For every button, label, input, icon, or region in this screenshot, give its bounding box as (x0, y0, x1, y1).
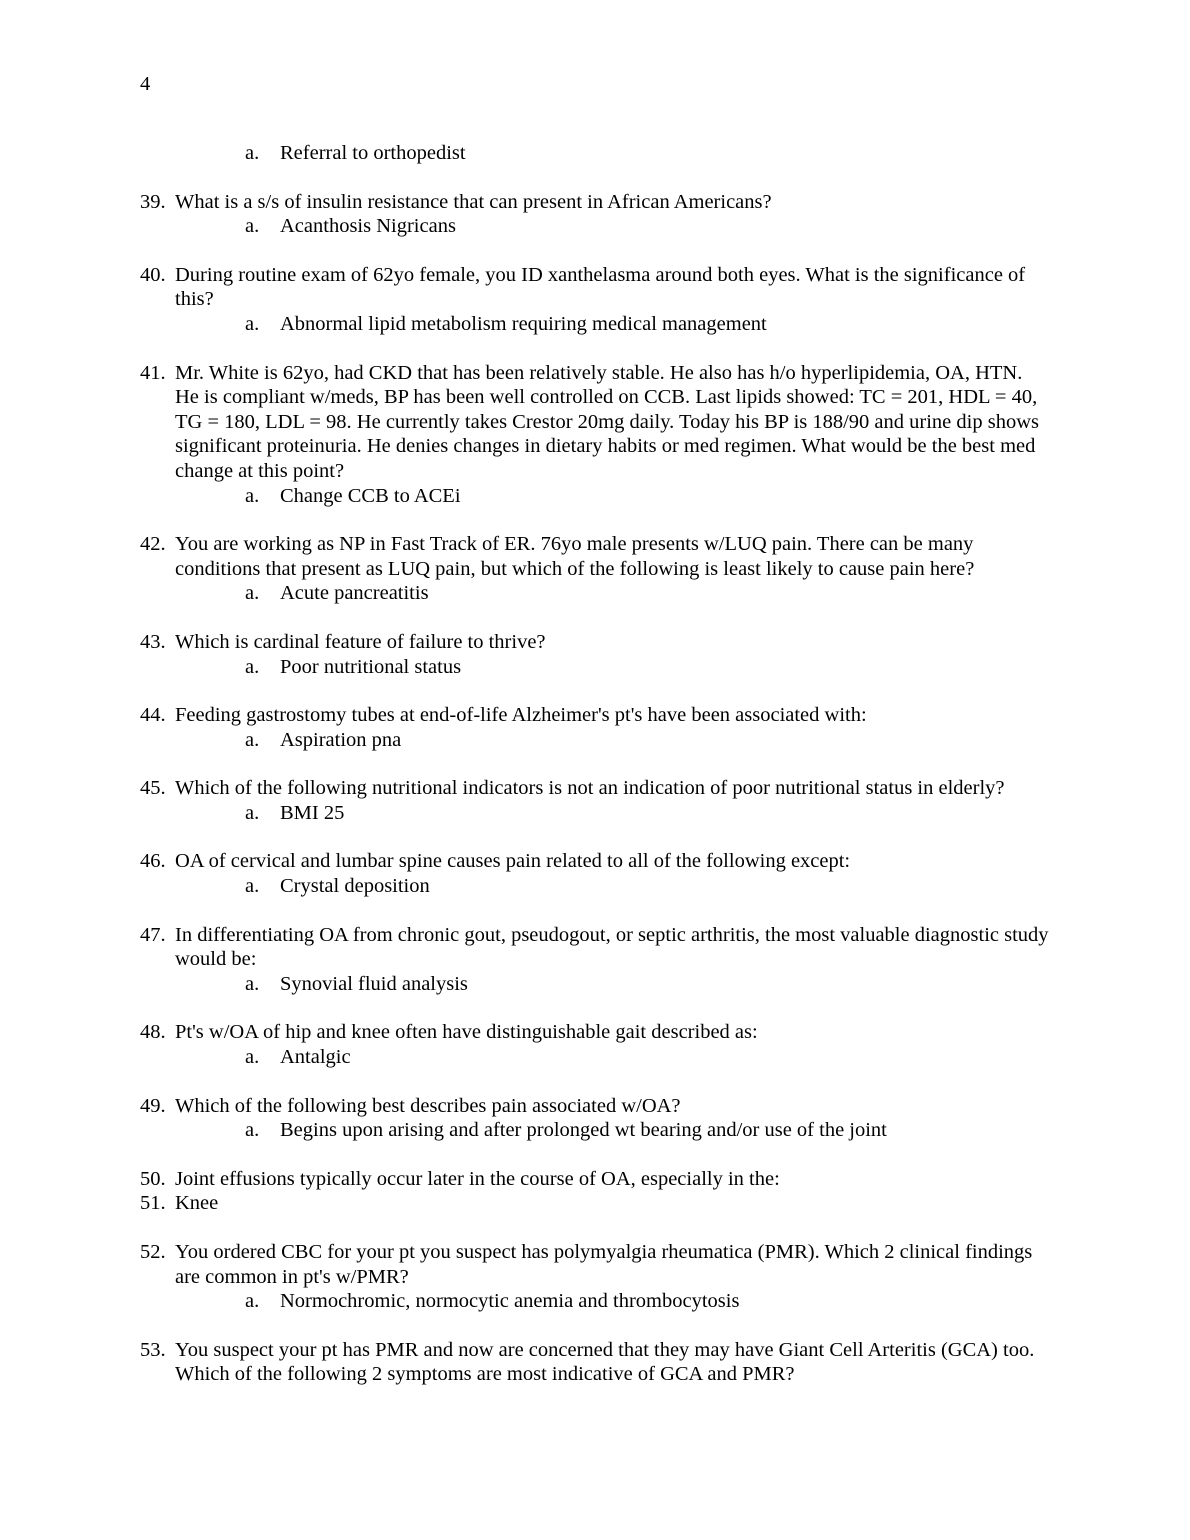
answer-letter: a. (245, 875, 260, 898)
question-number: 50. (140, 1167, 166, 1190)
question-text: In differentiating OA from chronic gout, pseudogout, or septic arthritis, the most valuable diagnostic study would be: (175, 923, 1049, 971)
answer-letter: a. (245, 1290, 260, 1313)
answer-text: Referral to orthopedist (280, 142, 466, 164)
answer-letter: a. (245, 1046, 260, 1069)
question-item (140, 630, 1050, 679)
question-item (140, 923, 1050, 997)
answer-text: Acanthosis Nigricans (280, 215, 456, 238)
answer (140, 141, 1050, 166)
question-text: Which of the following best describes pain associated w/OA? (175, 1094, 681, 1117)
question-text: You are working as NP in Fast Track of ER. 76yo male presents w/LUQ pain. There can be many conditions that present as LUQ pain, but which of the following is least likely to cause pain here? (175, 533, 975, 580)
question-item (140, 190, 1050, 239)
question (140, 190, 1050, 215)
question-number: 51. (140, 1192, 166, 1215)
question-text: Joint effusions typically occur later in the course of OA, especially in the: (175, 1167, 780, 1190)
answer (140, 484, 1050, 509)
answer-letter: a. (245, 728, 260, 751)
answer-text: Normochromic, normocytic anemia and thrombocytosis (280, 1290, 740, 1313)
question (140, 1094, 1050, 1119)
answer (140, 214, 1050, 239)
question-text: You suspect your pt has PMR and now are concerned that they may have Giant Cell Arteritis (GCA) too. Which of the following 2 symptoms are most indicative of GCA and PMR? (175, 1338, 1035, 1386)
question (140, 630, 1050, 655)
question-number: 46. (140, 850, 166, 873)
page-number: 4 (140, 73, 151, 95)
question-number: 43. (140, 630, 166, 653)
question-number: 48. (140, 1021, 166, 1044)
question-item (140, 849, 1050, 898)
question-number: 39. (140, 190, 166, 213)
question-item (140, 703, 1050, 752)
answer (140, 972, 1050, 997)
answer-letter: a. (245, 215, 260, 238)
question (140, 923, 1050, 972)
answer (140, 1045, 1050, 1070)
question (140, 1167, 1050, 1192)
continued-answer-block (140, 141, 1050, 166)
question-item-53 (140, 1338, 1050, 1387)
question-item-50 (140, 1167, 1050, 1192)
answer-letter: a. (245, 972, 260, 995)
answer (140, 728, 1050, 753)
answer-letter: a. (245, 801, 260, 824)
answer (140, 874, 1050, 899)
question-number: 49. (140, 1094, 166, 1117)
question-text: What is a s/s of insulin resistance that can present in African Americans? (175, 190, 772, 213)
answer-text: Aspiration pna (280, 728, 402, 751)
question-item-51 (140, 1191, 1050, 1216)
question-number: 41. (140, 361, 166, 384)
question-number: 53. (140, 1338, 166, 1361)
question (140, 1240, 1050, 1289)
question-item (140, 776, 1050, 825)
question-text: During routine exam of 62yo female, you ID xanthelasma around both eyes. What is the significance of this? (175, 263, 1026, 311)
question-number: 47. (140, 923, 166, 946)
question-item (140, 1020, 1050, 1069)
answer-text: Synovial fluid analysis (280, 972, 468, 995)
question (140, 361, 1050, 484)
question (140, 849, 1050, 874)
answer (140, 1289, 1050, 1314)
question-text: Mr. White is 62yo, had CKD that has been relatively stable. He also has h/o hyperlipidemia, OA, HTN. He is compliant w/meds, BP has been well controlled on CCB. Last lipids showed: TC = 201, HDL = 40, TG = 180, LDL = 98. He currently takes Crestor 20mg daily. Today his BP is 188/90 and urine dip shows significant proteinuria. He denies changes in dietary habits or med regimen. What would be the best med change at this point? (175, 361, 1039, 482)
question-number: 40. (140, 263, 166, 286)
answer (140, 1118, 1050, 1143)
question-text: Pt's w/OA of hip and knee often have distinguishable gait described as: (175, 1021, 758, 1044)
answer-text: Poor nutritional status (280, 655, 462, 678)
question (140, 1338, 1050, 1387)
question-number: 45. (140, 777, 166, 800)
question-item (140, 532, 1050, 606)
answer-text: BMI 25 (280, 801, 345, 824)
question-text: Which of the following nutritional indicators is not an indication of poor nutritional status in elderly? (175, 777, 1005, 800)
question (140, 703, 1050, 728)
question-item (140, 361, 1050, 509)
answer-letter: a. (245, 484, 260, 507)
answer-text: Antalgic (280, 1046, 351, 1069)
question-text: Which is cardinal feature of failure to thrive? (175, 630, 546, 653)
question-item-52 (140, 1240, 1050, 1314)
question-text: Feeding gastrostomy tubes at end-of-life Alzheimer's pt's have been associated with: (175, 704, 867, 727)
answer-text: Abnormal lipid metabolism requiring medical management (280, 312, 767, 335)
question-text: Knee (175, 1192, 219, 1215)
answer-text: Crystal deposition (280, 875, 430, 898)
question-list (140, 141, 1050, 1411)
answer (140, 801, 1050, 826)
answer (140, 655, 1050, 680)
items-container (140, 190, 1050, 1143)
question (140, 1020, 1050, 1045)
answer-letter: a. (245, 655, 260, 678)
answer-letter: a. (245, 312, 260, 335)
question (140, 776, 1050, 801)
question (140, 1191, 1050, 1216)
question (140, 532, 1050, 581)
question-number: 44. (140, 704, 166, 727)
question-item (140, 1094, 1050, 1143)
question-text: OA of cervical and lumbar spine causes pain related to all of the following except: (175, 850, 851, 873)
answer-text: Change CCB to ACEi (280, 484, 461, 507)
answer-letter: a. (245, 582, 260, 605)
question-text: You ordered CBC for your pt you suspect has polymyalgia rheumatica (PMR). Which 2 clinical findings are common in pt's w/PMR? (175, 1241, 1033, 1288)
question-number: 52. (140, 1241, 166, 1263)
answer-letter: a. (245, 1119, 260, 1142)
answer-letter: a. (245, 142, 260, 164)
answer-text: Begins upon arising and after prolonged wt bearing and/or use of the joint (280, 1119, 887, 1142)
answer (140, 581, 1050, 606)
answer-text: Acute pancreatitis (280, 582, 429, 605)
question-number: 42. (140, 533, 166, 556)
question (140, 263, 1050, 312)
answer (140, 312, 1050, 337)
question-item (140, 263, 1050, 337)
